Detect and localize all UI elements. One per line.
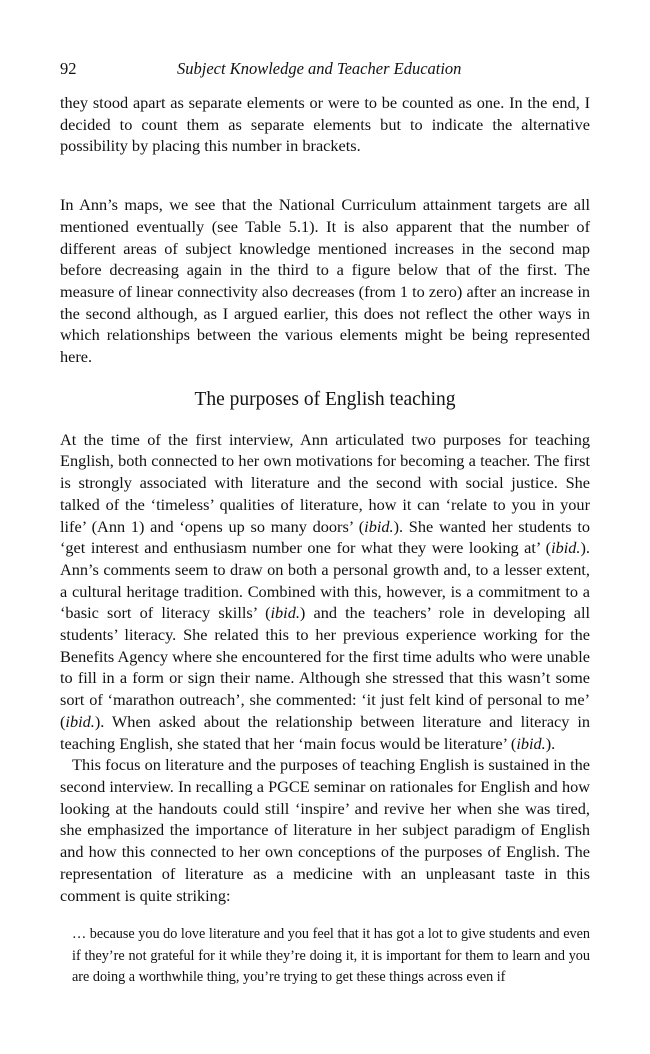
paragraph-second-interview: This focus on literature and the purposes of teaching English is sustained in the second interview. In recalling a PGCE seminar on rationales for English and how looking at the handouts could still ‘inspire’ and revive her when she was tired, she emphasized the importance of literature in her subject paradigm of English and how this connected to her own conceptions of the purposes of English. The representation of literature as a medicine with an unpleasant taste in this comment is quite striking: bbox=[60, 755, 590, 905]
section-heading: The purposes of English teaching bbox=[194, 388, 456, 410]
text-run: ). She wanted her students to ‘get interest and enthusiasm number one for what they were looking at’ ( bbox=[60, 516, 590, 558]
running-header bbox=[60, 56, 590, 82]
book-page bbox=[60, 56, 590, 989]
page-number: 92 bbox=[60, 59, 77, 78]
paragraph-continued: they stood apart as separate elements or were to be counted as one. In the end, I decided to count them as separate elements but to indicate the alternative possibility by placing this number in brackets. bbox=[60, 93, 590, 156]
ibid-citation: ibid. bbox=[270, 603, 300, 623]
paragraph-first-interview bbox=[60, 429, 590, 755]
text-run: ). bbox=[545, 733, 556, 753]
paragraph-ann-maps: In Ann’s maps, we see that the National Curriculum attainment targets are all mentioned eventually (see Table 5.1). It is also apparent that the number of different areas of subject knowledge mentioned increases in the second map before decreasing again in the third to a figure below that of the first. The measure of linear connectivity also decreases (from 1 to zero) after an increase in the second although, as I argued earlier, this does not reflect the other ways in which relationships between the various elements might be being represented here. bbox=[60, 195, 590, 367]
ibid-citation: ibid. bbox=[516, 733, 546, 753]
ibid-citation: ibid. bbox=[65, 711, 95, 731]
ibid-citation: ibid. bbox=[364, 516, 394, 536]
text-run: ). When asked about the relationship between literature and literacy in teaching English, she stated that her ‘main focus would be literature’ ( bbox=[60, 711, 590, 753]
text-run: ). Ann’s comments seem to draw on both a personal growth and, to a lesser extent, a cultural heritage tradition. Combined with this, however, is a commitment to a ‘basic sort of literacy skills’ ( bbox=[60, 538, 590, 623]
text-run: ) and the teachers’ role in developing all students’ literacy. She related this to her previous experience working for the Benefits Agency where she encountered for the first time adults who were unable to fill in a form or sign their name. Although she stressed that this wasn’t some sort of ‘marathon outreach’, she commented: ‘it just felt kind of personal to me’ ( bbox=[60, 603, 590, 731]
ibid-citation: ibid. bbox=[551, 538, 581, 558]
block-quote: … because you do love literature and you feel that it has got a lot to give students and even if they’re not grateful for it while they’re doing it, it is important for them to learn and you are doing a worthwhile thing, you’re trying to get these things across even if bbox=[72, 926, 590, 986]
text-run: At the time of the first interview, Ann articulated two purposes for teaching English, both connected to her own motivations for becoming a teacher. The first is strongly associated with literature and the second with social justice. She talked of the ‘timeless’ qualities of literature, how it can ‘relate to you in your life’ (Ann 1) and ‘opens up so many doors’ ( bbox=[60, 429, 590, 536]
running-title: Subject Knowledge and Teacher Education bbox=[177, 59, 462, 78]
